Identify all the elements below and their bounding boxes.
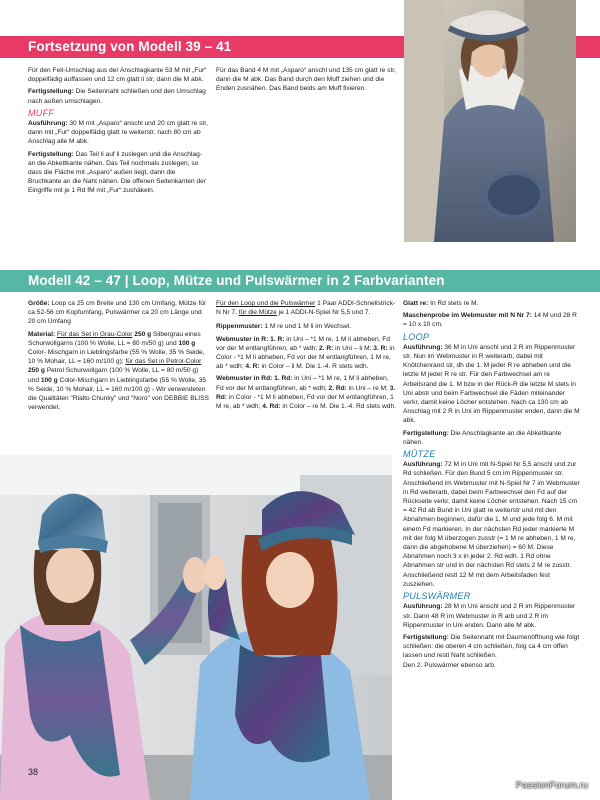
hat-exec-paragraph — [403, 460, 581, 589]
gauge-paragraph — [403, 311, 581, 329]
material-qty-4: 100 g — [40, 376, 58, 384]
size-text: Loop ca 25 cm Breite und 130 cm Umfang, Mütze für ca 52-56 cm Kopfumfang, Pulswärmer ca 20 cm Länge und 20 cm Umfang — [28, 300, 207, 326]
model-photo-coat-muff — [404, 0, 576, 242]
needles-text-1: 1 Paar ADDI-Schnellstrick-N Nr 7, — [216, 300, 396, 317]
hat-exec-label: Ausführung: — [403, 461, 443, 469]
weave-rows-label: Webmuster in R: — [216, 335, 269, 343]
needles-text-2: je 1 ADDI-N-Spiel Nr 5,5 und 7. — [276, 309, 371, 317]
material-grey-set: Für das Set in Grau-Color — [56, 330, 133, 338]
loop-heading: LOOP — [403, 331, 430, 342]
hat-heading: MÜTZE — [403, 449, 436, 460]
material-label: Material: — [28, 330, 56, 338]
size-label: Größe: — [28, 300, 50, 307]
material-qty-1: 250 g — [132, 330, 152, 338]
text-column-top-mid — [216, 66, 398, 97]
wrist-finish-label: Fertigstellung: — [403, 633, 449, 641]
needles-loop: Für den Loop und die Pulswärmer — [216, 300, 316, 307]
loop-exec-text: 36 M in Uni anschl und 2 R im Rippenmuster str. Nun im Webmuster in R weiterarb, dabei mit Knötchenrand str, dh die 1. M jeder R re abheben und die letzte M jeder R re str. Für den Farbwechsel am re Arbeitsrand die 1. M bzw in der Rück-R die letzte M stets in Uni abstr und beim Farbwechsel die Fäden miteinander verkr, damit keine Löcher entstehen. Nach ca 130 cm ab Anschlag mit 2 R in Uni im Rippenmuster enden, dann die M abk. — [403, 343, 580, 425]
muff-finish-text: Das Teil li auf li zuslegen und die Anschlag- an die Abkettkante nähen. Das Teil nochmals zuslegen, so dass die Fläche mit „Asparo“ außen liegt, dann die Bruchkante an die Naht nähen. Die offenen Seitenkanten der Eingriffe mit je 1 Rd fM mit „Fur“ zushäkeln. — [28, 150, 207, 195]
wrist-exec-text: 28 M in Uni anschl und 2 R im Rippenmuster str. Dann 48 R im Webmuster in R arb und 2 R im Rippenmuster in Uni enden. Dann alle M abk. — [403, 603, 576, 629]
hat-exec-text: 72 M in Uni mit N-Spiel Nr 5,5 anschl und zur Rd schließen. Für den Bund 5 cm im Rippenmuster str. Anschließend im Webmuster mit N-Spiel Nr 7 im Webmuster in Rd weiterarb, dabei beim Farbwechsel den Fd auf der Rückseite verkr, damit keine Löcher entstehen. Nach 15 cm = 42 Rd ab Bund in Uni glatt re weiterstr und mit den Abnahmen beginnen, dafür die 1. M und jede folg 6. M mit einem Fd markieren. In der nächsten Rd jeder markierte M mit der folg M überzogen zusstr (= 1 M re abheben, 1 M re, dann die abgehobene M überziehen) = 60 M. Diese Abnahmen noch 3 x in jeder 2. Rd wdh. 1 Rd ohne Abnahmen str und in der nächsten Rd stets 2 M re zusstr. Anschließend restl 12 M mit dem Arbeitsfaden fest zusziehen. — [403, 461, 580, 588]
watermark: PassionForum.ru — [515, 780, 588, 791]
size-paragraph — [28, 299, 210, 327]
material-qty-2: 100 g — [178, 339, 196, 347]
glatt-paragraph — [403, 299, 581, 308]
needles-paragraph — [216, 299, 396, 317]
muff-exec-paragraph — [28, 119, 210, 147]
gauge-label: Maschenprobe im Webmuster mit N Nr 7: — [403, 312, 532, 320]
muff-exec-text: 30 M mit „Asparo“ anschl und 20 cm glatt re str, dann mit „Fur“ doppelfädig glatt re weiterstr. nach 80 cm ab Anschlag alle M abk. — [28, 120, 208, 146]
wrist-exec-label: Ausführung: — [403, 603, 443, 611]
loop-finish-paragraph — [403, 429, 581, 447]
material-paragraph — [28, 330, 210, 413]
loop-exec-label: Ausführung: — [403, 343, 443, 351]
material-text-2: Color- Mischgarn in Lieblingsfarbe (55 % Wolle, 35 % Seide, 10 % Mohair, LL = 160 m/100 g); — [28, 349, 205, 366]
material-text-1: Silbergrau eines Schurwollgarns (100 % Wolle, LL = 80 m/50 g) und — [28, 330, 201, 347]
weave-rows-paragraph: Webmuster in R: 1. R: in Uni – *1 M re, 1 M li abheben, Fd vor der M entlangführen, ab * wdh; 2. R: in Uni – li M; 3. R: in Color - *1 M li abheben, Fd vor der M entlangführen, 1 M re, ab * wdh; 4. R: in Color – li M. Die 1.-4. R stets wdh. — [216, 335, 395, 371]
text-column-2 — [216, 299, 396, 414]
section-title: Modell 42 – 47 | Loop, Mütze und Pulswärmer in 2 Farbvarianten — [28, 273, 445, 288]
material-text-3: Petrol Schurwollgarn (100 % Wolle, LL = 80 m/50 g) und — [28, 367, 199, 384]
text-column-top-left — [28, 66, 210, 199]
weave-rounds-label: Webmuster in Rd: — [216, 375, 273, 383]
coat-muff-illustration — [404, 0, 576, 242]
text-column-1 — [28, 299, 210, 415]
muff-finish-paragraph — [28, 150, 210, 196]
two-women-illustration — [0, 455, 392, 800]
muff-exec-label: Ausführung: — [28, 120, 68, 128]
weave-rounds-paragraph: Webmuster in Rd: 1. Rd: in Uni – *1 M re, 1 M li abheben, Fd vor der M entlangführen, ab * wdh; 2. Rd: in Uni – re M; 3. Rd: in Color - *1 M li abheben, Fd vor der M entlangführen, 1 M re, ab * wdh; 4. Rd: in Color – re M. Die 1.-4. Rd stets wdh. — [216, 375, 396, 411]
loop-finish-label: Fertigstellung: — [403, 429, 449, 437]
finish-text: Die Seitennaht schließen und den Umschlag nach außen umschlagen. — [28, 88, 206, 105]
rib-paragraph — [216, 322, 396, 331]
fur-collar-paragraph: Für den Fell-Umschlag aus der Anschlagkante 53 M mit „Fur“ doppelfädig auffassen und 12 cm glatt li str, dann die M abk. — [28, 67, 207, 84]
rib-label: Rippenmuster: — [216, 323, 263, 331]
material-text-4: Color-Mischgarn in Lieblingsfarbe (55 % Wolle, 35 % Seide, 10 % Mohair, LL = 160 m/100 g) - Wir verwendeten die Qualitäten "Rialto Chunky" und "Noro" von DEBBIE BLISS verwendet. — [28, 376, 209, 412]
gauge-text: 14 M und 28 R = 10 x 10 cm. — [403, 312, 577, 329]
wrist-finish-text: Die Seitennaht mit Daumenöffnung wie folgt schließen: die oberen 4 cm schließen, folg ca 4 cm offen lassen und restl Naht schließen. — [403, 633, 580, 660]
material-qty-3: 250 g — [28, 367, 45, 375]
wrist-exec-paragraph — [403, 602, 581, 630]
model-photo-two-women — [0, 455, 392, 800]
glatt-label: Glatt re: — [403, 300, 429, 307]
page-number: 38 — [28, 767, 39, 777]
loop-finish-text: Die Anschlagkante an die Abkettkante nähen. — [403, 429, 562, 446]
muff-heading: MUFF — [28, 107, 55, 118]
text-column-3 — [403, 299, 581, 673]
wrist-heading: PULSWÄRMER — [403, 591, 471, 602]
wrist-finish-paragraph — [403, 633, 581, 661]
needles-hat: für die Mütze — [238, 309, 277, 317]
section-banner-model-42-47 — [0, 270, 600, 292]
rib-text: 1 M re und 1 M li im Wechsel. — [262, 323, 352, 331]
finish-paragraph — [28, 87, 210, 105]
material-petrol-set: für das Set in Petrol-Color — [125, 358, 202, 366]
glatt-text: In Rd stets re M. — [428, 300, 479, 307]
wrist-end-paragraph: Den 2. Pulswärmer ebenso arb. — [403, 661, 496, 669]
loop-exec-paragraph — [403, 343, 581, 426]
band-paragraph: Für das Band 4 M mit „Asparo“ anschl und 135 cm glatt re str, dann die M abk. Das Band durch den Muff ziehen und die Enden zusnähen. Das Band beids am Muff fixieren. — [216, 67, 396, 93]
finish-label: Fertigstellung: — [28, 88, 74, 96]
muff-finish-label: Fertigstellung: — [28, 150, 74, 158]
section-title: Fortsetzung von Modell 39 – 41 — [28, 39, 232, 54]
